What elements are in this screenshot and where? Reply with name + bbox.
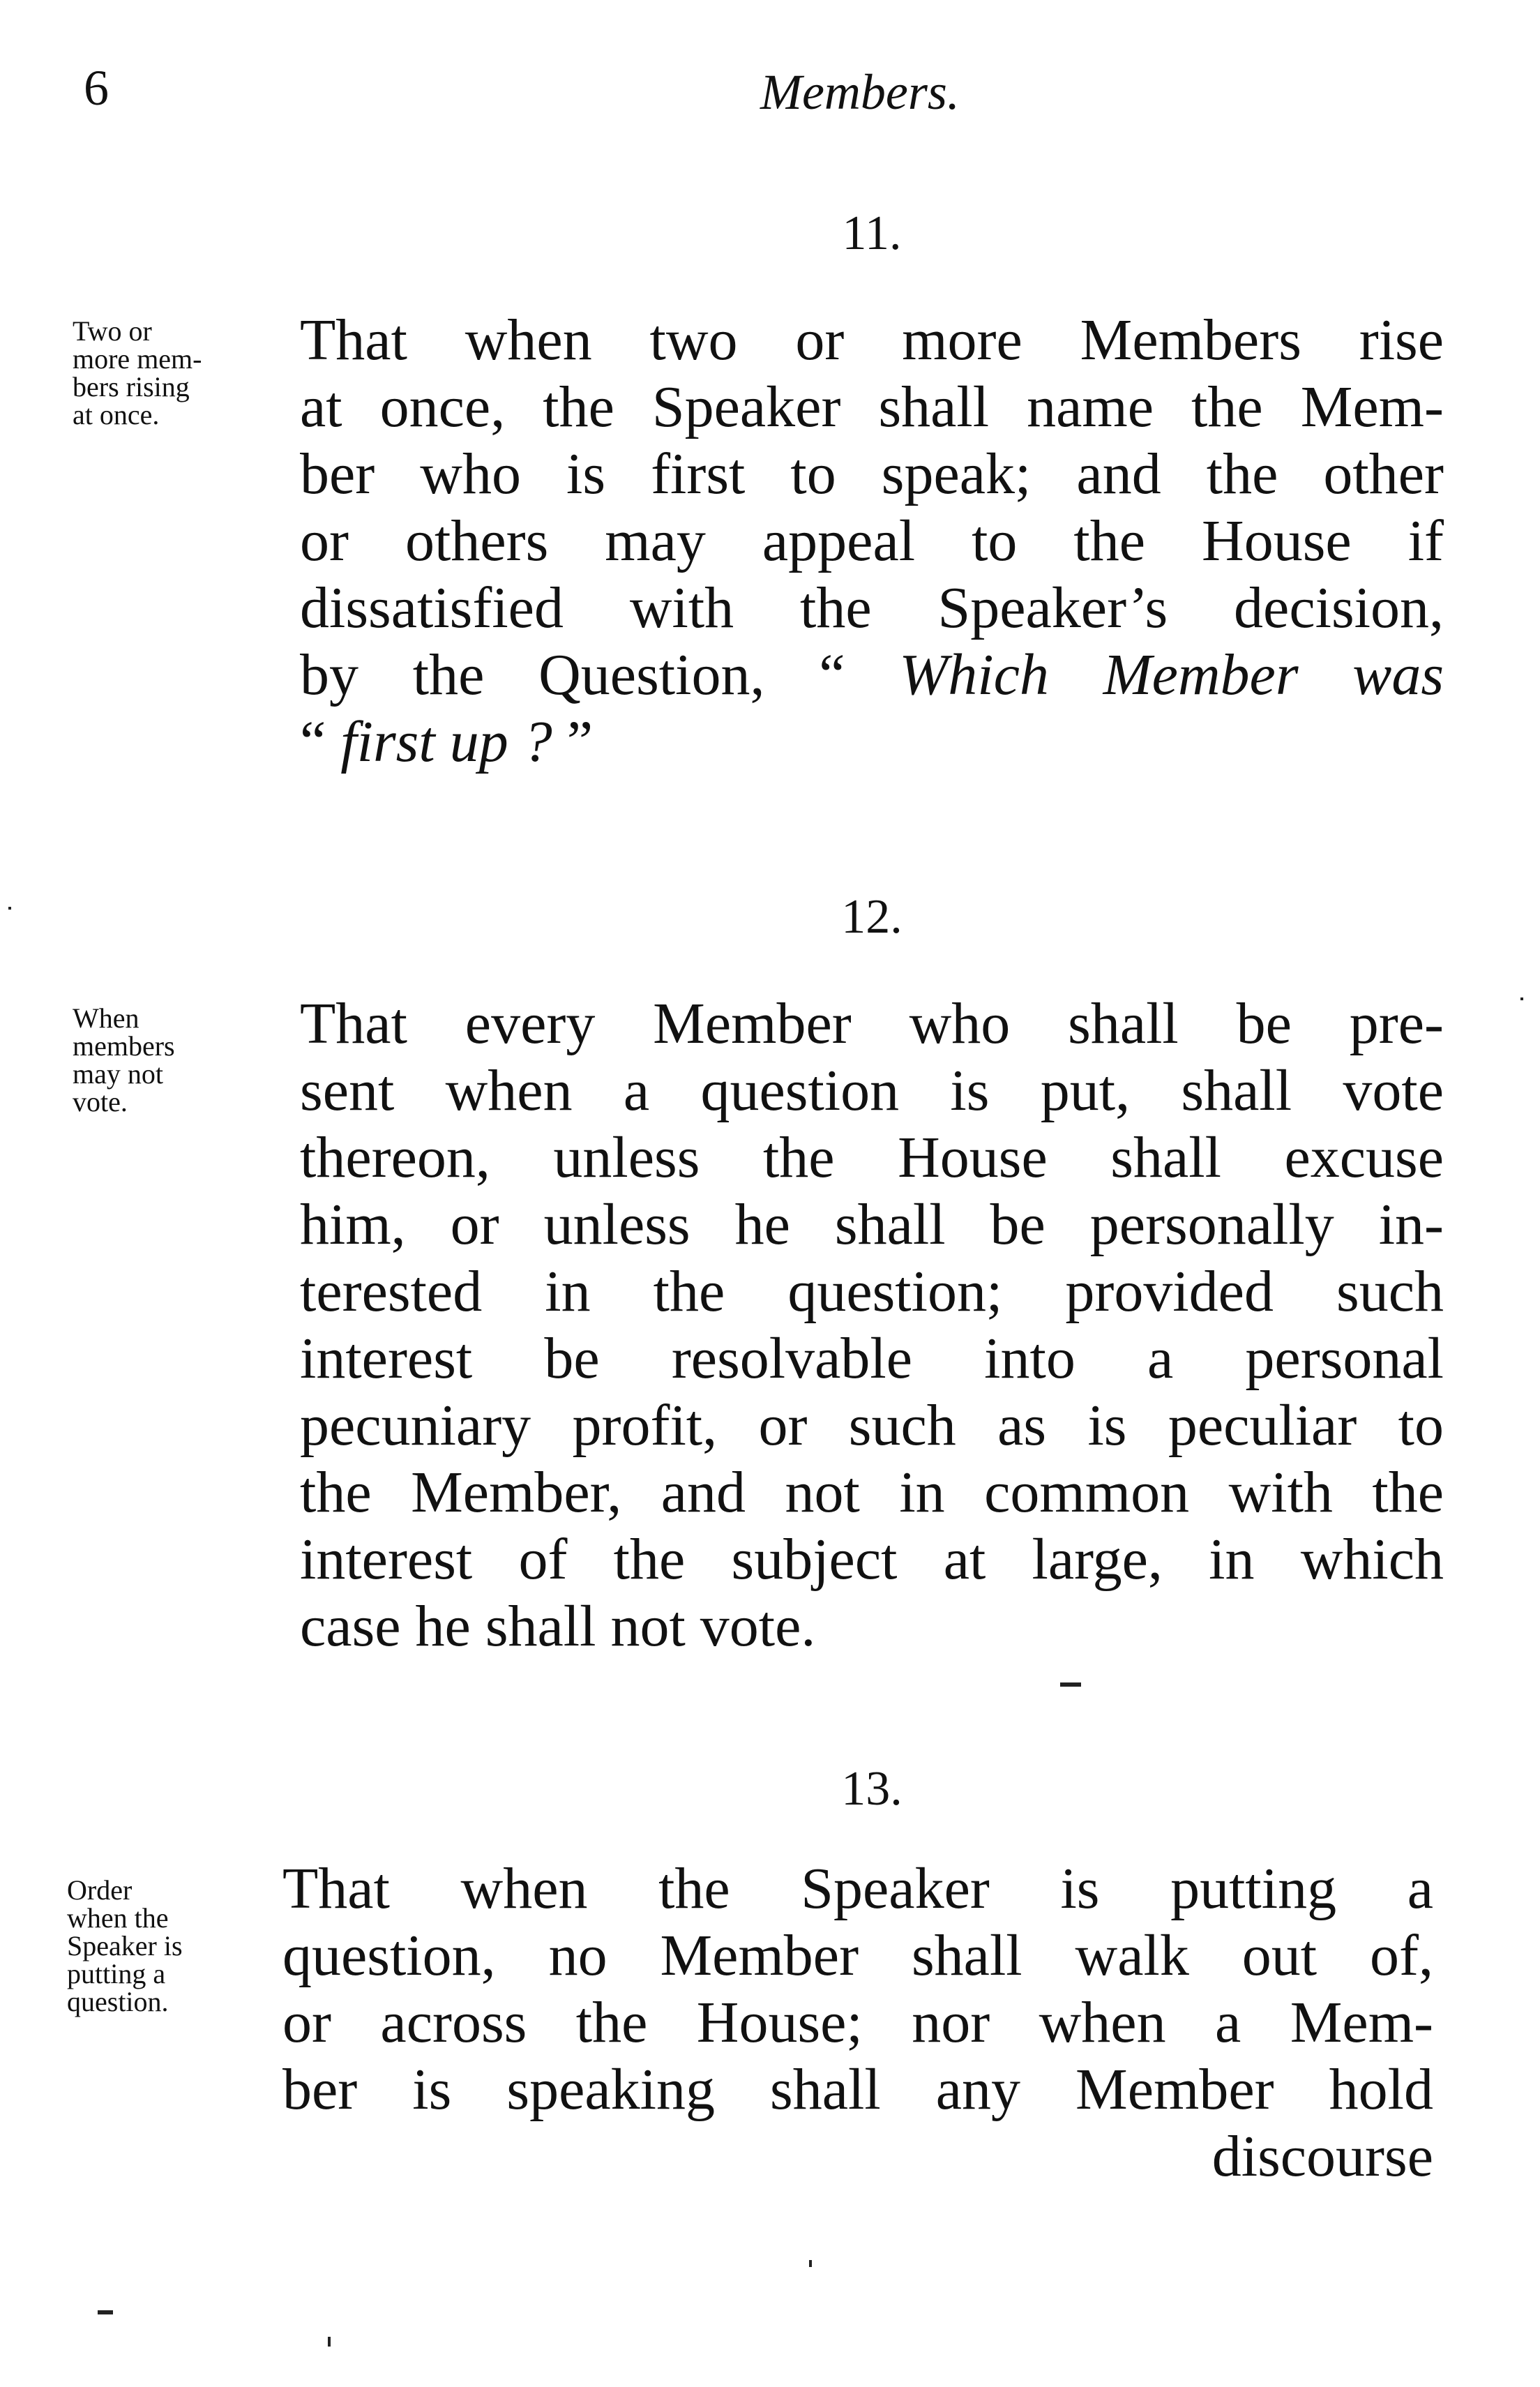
ink-speck <box>1520 997 1523 1000</box>
text-line: the Member, and not in common with the <box>300 1460 1444 1525</box>
margin-note-line: bers rising <box>73 371 190 402</box>
ink-speck <box>328 2337 331 2347</box>
italic-question-end: first up ? <box>340 709 552 774</box>
italic-question: Which Member was <box>899 642 1444 707</box>
running-head: Members. <box>760 64 960 120</box>
margin-note-line: may not <box>73 1058 163 1090</box>
text-line: That when two or more Members rise <box>300 308 1444 372</box>
rule-13-margin-note <box>67 1876 276 2016</box>
rule-11-margin-note <box>73 317 282 429</box>
rule-11-number: 11. <box>842 206 902 260</box>
ink-speck <box>98 2310 113 2314</box>
text-line-with-italic <box>300 642 1444 709</box>
ink-speck <box>1060 1682 1081 1687</box>
catchword: discourse <box>1211 2124 1433 2189</box>
text-line: dissatisfied with the Speaker’s decision, <box>300 575 1444 640</box>
text-line: pecuniary profit, or such as is peculiar to <box>300 1393 1444 1458</box>
text-line: at once, the Speaker shall name the Mem- <box>300 375 1444 439</box>
text-line: ber is speaking shall any Member hold <box>282 2057 1433 2122</box>
text-line: or across the House; nor when a Mem- <box>282 1990 1433 2055</box>
text-line: case he shall not vote. <box>300 1594 816 1659</box>
rule-11-text <box>300 307 1444 776</box>
text-line: ber who is first to speak; and the other <box>300 442 1444 506</box>
rule-12-text <box>300 991 1444 1660</box>
text-line: terested in the question; provided such <box>300 1259 1444 1324</box>
margin-note-line: Order <box>67 1874 133 1906</box>
rule-12-margin-note <box>73 1004 282 1116</box>
margin-note-line: When <box>73 1002 139 1034</box>
margin-note-line: at once. <box>73 399 160 430</box>
ink-speck <box>809 2260 812 2267</box>
margin-note-line: vote. <box>73 1086 128 1117</box>
text-fragment: by the Question, “ <box>300 642 900 707</box>
text-line: interest of the subject at large, in which <box>300 1527 1444 1592</box>
text-line: thereon, unless the House shall excuse <box>300 1125 1444 1190</box>
rule-12-number: 12. <box>841 890 903 944</box>
ink-speck <box>8 907 11 910</box>
margin-note-line: Speaker is <box>67 1930 183 1961</box>
text-line: That when the Speaker is putting a <box>282 1856 1433 1921</box>
margin-note-line: members <box>73 1030 175 1062</box>
text-line: interest be resolvable into a personal <box>300 1326 1444 1391</box>
text-line-italic <box>300 709 1444 776</box>
margin-note-line: putting a <box>67 1958 166 1989</box>
quote-open: “ <box>300 709 341 774</box>
quote-close: ” <box>552 709 593 774</box>
text-line: That every Member who shall be pre- <box>300 991 1444 1056</box>
rule-13-number: 13. <box>841 1762 903 1816</box>
text-line: or others may appeal to the House if <box>300 509 1444 573</box>
rule-13-text <box>282 1855 1433 2190</box>
page-number: 6 <box>84 60 109 116</box>
text-line: sent when a question is put, shall vote <box>300 1058 1444 1123</box>
text-line: him, or unless he shall be personally in- <box>300 1192 1444 1257</box>
margin-note-line: when the <box>67 1902 169 1934</box>
margin-note-line: question. <box>67 1986 169 2017</box>
margin-note-line: more mem- <box>73 343 202 375</box>
margin-note-line: Two or <box>73 315 152 347</box>
text-line: question, no Member shall walk out of, <box>282 1923 1433 1988</box>
